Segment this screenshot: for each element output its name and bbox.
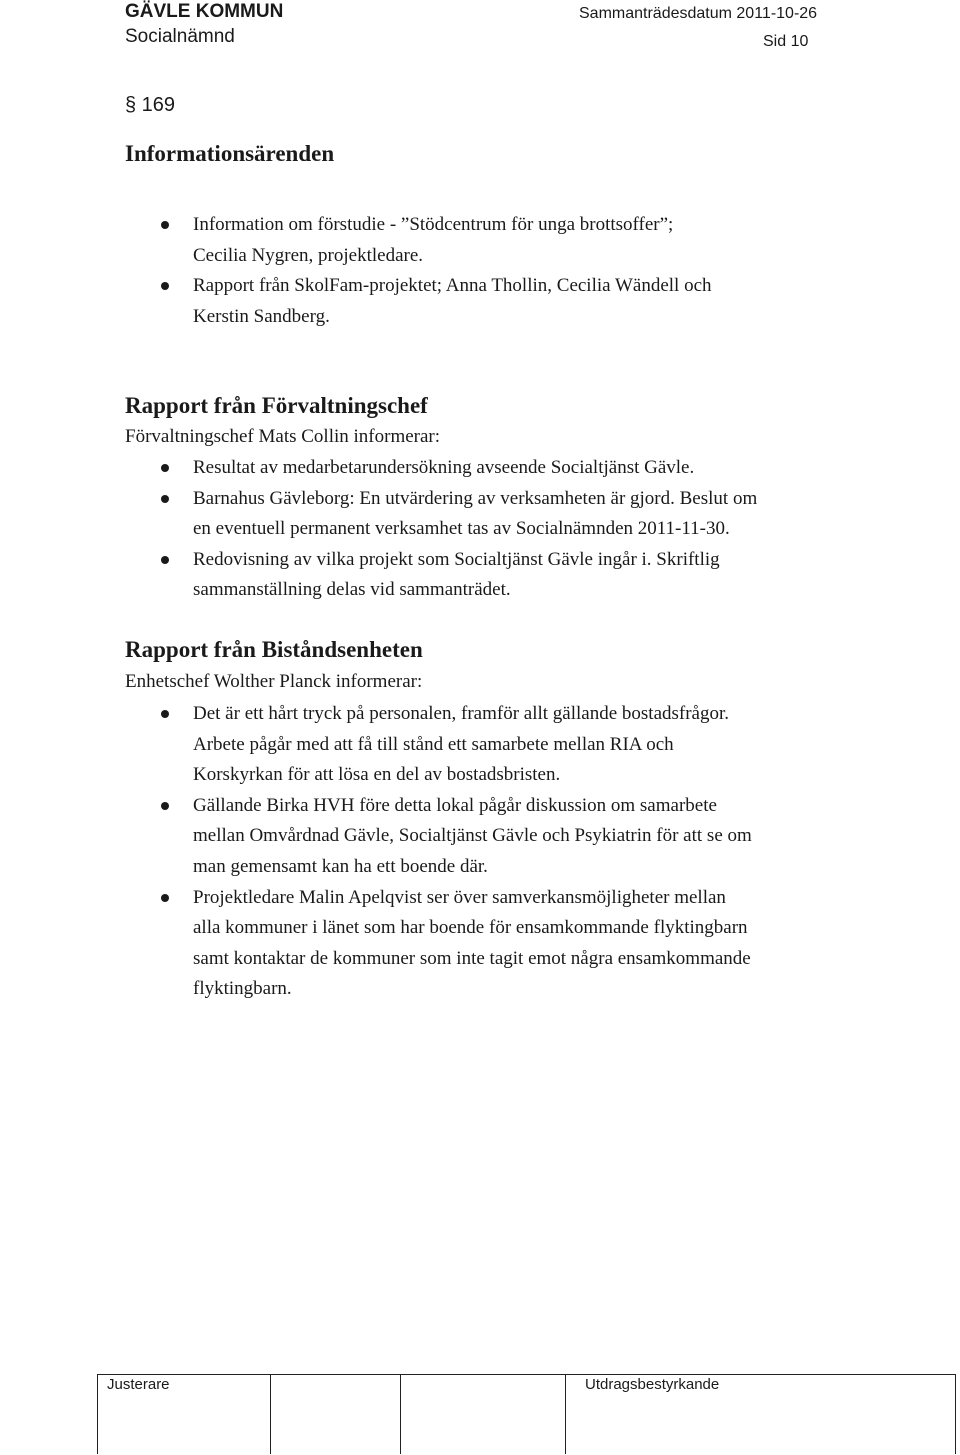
list-item: Barnahus Gävleborg: En utvärdering av verksamheten är gjord. Beslut om en eventuell permanent verksamhet tas av Socialnämnden 2011-11-30.: [125, 484, 757, 545]
list-item: Rapport från SkolFam-projektet; Anna Thollin, Cecilia Wändell och Kerstin Sandberg.: [125, 271, 712, 332]
section-3-bullet-list: [125, 699, 752, 1005]
section-heading-informationsarenden: Informationsärenden: [125, 141, 335, 166]
list-item: Redovisning av vilka projekt som Socialtjänst Gävle ingår i. Skriftlig sammanställning delas vid sammanträdet.: [125, 545, 757, 606]
section-intro: Förvaltningschef Mats Collin informerar:: [125, 426, 441, 447]
section-2-bullet-list: [125, 453, 757, 606]
section-heading-bistandsenheten: Rapport från Biståndsenheten: [125, 637, 423, 662]
list-item: Det är ett hårt tryck på personalen, framför allt gällande bostadsfrågor. Arbete pågår med att få till stånd ett samarbete mellan RIA och Korskyrkan för att lösa en del av bostadsbristen.: [125, 699, 752, 791]
footer-divider: [955, 1374, 956, 1454]
section-1-bullet-list: [125, 210, 712, 332]
footer-divider: [400, 1374, 401, 1454]
paragraph-number: § 169: [125, 94, 176, 116]
list-item: Gällande Birka HVH före detta lokal pågår diskussion om samarbete mellan Omvårdnad Gävle, Socialtjänst Gävle och Psykiatrin för att se om man gemensamt kan ha ett boende där.: [125, 791, 752, 883]
footer-divider: [270, 1374, 271, 1454]
footer-divider: [565, 1374, 566, 1454]
list-item: Resultat av medarbetarundersökning avseende Socialtjänst Gävle.: [125, 453, 757, 484]
footer-divider: [97, 1374, 98, 1454]
section-intro: Enhetschef Wolther Planck informerar:: [125, 671, 423, 692]
list-item: Projektledare Malin Apelqvist ser över samverkansmöjligheter mellan alla kommuner i länet som har boende för ensamkommande flyktingbarn samt kontaktar de kommuner som inte tagit emot några ensamkommande flyktingbarn.: [125, 883, 752, 1005]
organization-name: GÄVLE KOMMUN: [125, 1, 284, 22]
footer-divider: [97, 1374, 955, 1375]
list-item: Information om förstudie - ”Stödcentrum för unga brottsoffer”; Cecilia Nygren, projektledare.: [125, 210, 712, 271]
footer-justerare-label: Justerare: [107, 1376, 170, 1393]
section-heading-forvaltningschef: Rapport från Förvaltningschef: [125, 393, 428, 418]
footer-utdragsbestyrkande-label: Utdragsbestyrkande: [585, 1376, 720, 1393]
meeting-date: Sammanträdesdatum 2011-10-26: [579, 5, 818, 22]
department-name: Socialnämnd: [125, 26, 235, 47]
page-number: Sid 10: [763, 33, 809, 50]
